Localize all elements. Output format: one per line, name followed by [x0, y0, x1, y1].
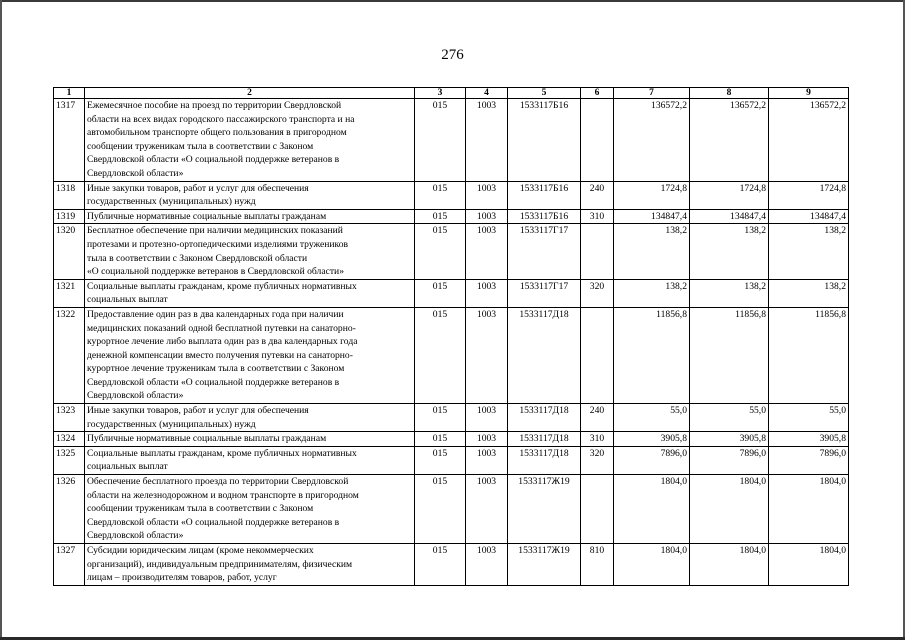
- row-name-line: Субсидии юридическим лицам (кроме некоммерческих: [87, 545, 314, 556]
- amount-col9-cell: 134847,4: [769, 209, 849, 224]
- row-name-line: Свердловской области»: [87, 390, 184, 402]
- section-code-cell: 1003: [466, 209, 508, 224]
- row-name-line: Свердловской области»: [87, 530, 184, 542]
- amount-col9-cell: 1724,8: [769, 181, 849, 209]
- row-number-cell: 1324: [54, 432, 85, 447]
- row-name-line: Иные закупки товаров, работ и услуг для обеспечения: [87, 182, 309, 194]
- target-code-cell: 1533117Б16: [508, 99, 581, 182]
- row-name-line: Свердловской области»: [87, 167, 184, 179]
- amount-col7-cell: 138,2: [614, 224, 690, 279]
- amount-col7-cell: 3905,8: [614, 432, 690, 447]
- row-name-cell: [85, 432, 415, 447]
- row-name-line: сообщении труженикам тыла в соответствии с Законом: [87, 140, 314, 152]
- amount-col9-cell: 1804,0: [769, 475, 849, 544]
- table-row: [54, 224, 849, 279]
- row-name-cell: [85, 279, 415, 307]
- amount-col7-cell: 138,2: [614, 279, 690, 307]
- amount-col9-cell: 55,0: [769, 404, 849, 432]
- section-code-cell: 1003: [466, 475, 508, 544]
- section-code-cell: 1003: [466, 99, 508, 182]
- target-code-cell: 1533117Г17: [508, 279, 581, 307]
- amount-col8-cell: 138,2: [690, 224, 769, 279]
- row-number-cell: 1326: [54, 475, 85, 544]
- budget-table: [53, 87, 849, 586]
- header-cell-2: 2: [85, 88, 415, 99]
- row-name-line: Свердловской области «О социальной поддержке ветеранов в: [87, 516, 340, 528]
- amount-col8-cell: 1804,0: [690, 475, 769, 544]
- row-name-line: Свердловской области «О социальной поддержке ветеранов в: [87, 376, 340, 388]
- section-code-cell: 1003: [466, 544, 508, 586]
- row-number-cell: 1318: [54, 181, 85, 209]
- header-row: [54, 88, 849, 99]
- amount-col9-cell: 1804,0: [769, 544, 849, 586]
- admin-code-cell: 015: [415, 432, 466, 447]
- amount-col8-cell: 11856,8: [690, 307, 769, 403]
- row-name-line: медицинских показаний одной бесплатной путевки на санаторно-: [87, 322, 356, 334]
- row-name-line: государственных (муниципальных) нужд: [87, 196, 256, 208]
- row-name-line: протезами и протезно-ортопедическими изделиями тружеников: [87, 238, 349, 250]
- row-name-cell: [85, 224, 415, 279]
- target-code-cell: 1533117Ж19: [508, 475, 581, 544]
- amount-col8-cell: 3905,8: [690, 432, 769, 447]
- target-code-cell: 1533117Д18: [508, 432, 581, 447]
- expense-type-cell: 320: [581, 446, 614, 474]
- row-name-line: тыла в соответствии с Законом Свердловской области: [87, 252, 308, 264]
- row-name-line: Обеспечение бесплатного проезда по территории Свердловской: [87, 476, 349, 488]
- amount-col7-cell: 136572,2: [614, 99, 690, 182]
- admin-code-cell: 015: [415, 307, 466, 403]
- section-code-cell: 1003: [466, 404, 508, 432]
- target-code-cell: 1533117Ж19: [508, 544, 581, 586]
- row-name-cell: [85, 209, 415, 224]
- row-name-cell: [85, 544, 415, 586]
- table-row: [54, 404, 849, 432]
- row-number-cell: 1319: [54, 209, 85, 224]
- expense-type-cell: [581, 307, 614, 403]
- amount-col9-cell: 136572,2: [769, 99, 849, 182]
- amount-col8-cell: 1804,0: [690, 544, 769, 586]
- row-name-line: сообщении труженикам тыла в соответствии с Законом: [87, 503, 314, 515]
- amount-col8-cell: 136572,2: [690, 99, 769, 182]
- amount-col8-cell: 1724,8: [690, 181, 769, 209]
- amount-col9-cell: 3905,8: [769, 432, 849, 447]
- header-cell-5: 5: [508, 88, 581, 99]
- table-row: [54, 307, 849, 403]
- row-name-line: области на железнодорожном и водном транспорте в пригородном: [87, 489, 359, 501]
- admin-code-cell: 015: [415, 224, 466, 279]
- row-name-line: курортное лечение труженикам тыла в соответствии с Законом: [87, 363, 345, 375]
- header-cell-8: 8: [690, 88, 769, 99]
- admin-code-cell: 015: [415, 209, 466, 224]
- table-row: [54, 209, 849, 224]
- admin-code-cell: 015: [415, 279, 466, 307]
- row-name-line: Социальные выплаты гражданам, кроме публичных нормативных: [87, 280, 357, 292]
- amount-col9-cell: 138,2: [769, 279, 849, 307]
- row-name-line: Публичные нормативные социальные выплаты гражданам: [87, 210, 327, 222]
- amount-col7-cell: 1724,8: [614, 181, 690, 209]
- table-row: [54, 279, 849, 307]
- header-cell-6: 6: [581, 88, 614, 99]
- expense-type-cell: 810: [581, 544, 614, 586]
- expense-type-cell: 310: [581, 432, 614, 447]
- section-code-cell: 1003: [466, 307, 508, 403]
- amount-col7-cell: 7896,0: [614, 446, 690, 474]
- header-cell-4: 4: [466, 88, 508, 99]
- page-number: 276: [441, 47, 464, 63]
- expense-type-cell: 320: [581, 279, 614, 307]
- header-cell-7: 7: [614, 88, 690, 99]
- row-name-cell: [85, 181, 415, 209]
- target-code-cell: 1533117Д18: [508, 404, 581, 432]
- expense-type-cell: [581, 99, 614, 182]
- target-code-cell: 1533117Г17: [508, 224, 581, 279]
- row-name-line: Иные закупки товаров, работ и услуг для обеспечения: [87, 405, 309, 417]
- table-row: [54, 99, 849, 182]
- row-name-line: социальных выплат: [87, 294, 168, 306]
- row-name-cell: [85, 99, 415, 182]
- amount-col7-cell: 55,0: [614, 404, 690, 432]
- table-body: [54, 99, 849, 586]
- table-row: [54, 446, 849, 474]
- header-cell-1: 1: [54, 88, 85, 99]
- row-number-cell: 1323: [54, 404, 85, 432]
- row-number-cell: 1325: [54, 446, 85, 474]
- table-row: [54, 181, 849, 209]
- row-name-line: области на всех видах городского пассажирского транспорта и на: [87, 113, 355, 125]
- row-name-cell: [85, 475, 415, 544]
- section-code-cell: 1003: [466, 181, 508, 209]
- amount-col8-cell: 55,0: [690, 404, 769, 432]
- admin-code-cell: 015: [415, 544, 466, 586]
- table-row: [54, 432, 849, 447]
- expense-type-cell: 240: [581, 181, 614, 209]
- amount-col9-cell: 7896,0: [769, 446, 849, 474]
- row-name-line: автомобильном транспорте общего пользования в пригородном: [87, 127, 347, 139]
- header-cell-9: 9: [769, 88, 849, 99]
- row-number-cell: 1320: [54, 224, 85, 279]
- amount-col9-cell: 11856,8: [769, 307, 849, 403]
- table-row: [54, 544, 849, 586]
- row-name-cell: [85, 404, 415, 432]
- row-name-line: Социальные выплаты гражданам, кроме публичных нормативных: [87, 447, 357, 459]
- row-number-cell: 1317: [54, 99, 85, 182]
- amount-col7-cell: 11856,8: [614, 307, 690, 403]
- amount-col8-cell: 138,2: [690, 279, 769, 307]
- amount-col7-cell: 1804,0: [614, 475, 690, 544]
- section-code-cell: 1003: [466, 224, 508, 279]
- admin-code-cell: 015: [415, 404, 466, 432]
- row-name-line: «О социальной поддержке ветеранов в Свердловской области»: [87, 266, 344, 278]
- header-cell-3: 3: [415, 88, 466, 99]
- target-code-cell: 1533117Б16: [508, 209, 581, 224]
- row-name-cell: [85, 307, 415, 403]
- amount-col9-cell: 138,2: [769, 224, 849, 279]
- row-name-line: денежной компенсации вместо получения путевки на санаторно-: [87, 349, 353, 361]
- row-name-line: лицам – производителям товаров, работ, услуг: [87, 572, 277, 584]
- target-code-cell: 1533117Б16: [508, 181, 581, 209]
- target-code-cell: 1533117Д18: [508, 307, 581, 403]
- expense-type-cell: [581, 475, 614, 544]
- row-number-cell: 1322: [54, 307, 85, 403]
- row-number-cell: 1327: [54, 544, 85, 586]
- section-code-cell: 1003: [466, 432, 508, 447]
- amount-col8-cell: 134847,4: [690, 209, 769, 224]
- row-number-cell: 1321: [54, 279, 85, 307]
- amount-col7-cell: 134847,4: [614, 209, 690, 224]
- row-name-line: курортное лечение либо выплата один раз в два календарных года: [87, 336, 358, 348]
- row-name-line: Свердловской области «О социальной поддержке ветеранов в: [87, 154, 340, 166]
- amount-col7-cell: 1804,0: [614, 544, 690, 586]
- row-name-line: Публичные нормативные социальные выплаты гражданам: [87, 433, 327, 445]
- table-row: [54, 475, 849, 544]
- row-name-cell: [85, 446, 415, 474]
- row-name-line: Предоставление один раз в два календарных года при наличии: [87, 308, 344, 320]
- section-code-cell: 1003: [466, 446, 508, 474]
- admin-code-cell: 015: [415, 99, 466, 182]
- row-name-line: организаций), индивидуальным предпринимателям, физическим: [87, 558, 353, 570]
- expense-type-cell: 310: [581, 209, 614, 224]
- row-name-line: Бесплатное обеспечение при наличии медицинских показаний: [87, 225, 343, 237]
- expense-type-cell: [581, 224, 614, 279]
- admin-code-cell: 015: [415, 181, 466, 209]
- row-name-line: государственных (муниципальных) нужд: [87, 418, 256, 430]
- row-name-line: Ежемесячное пособие на проезд по территории Свердловской: [87, 100, 342, 111]
- scan-edge-top: [0, 0, 905, 2]
- admin-code-cell: 015: [415, 446, 466, 474]
- amount-col8-cell: 7896,0: [690, 446, 769, 474]
- row-name-line: социальных выплат: [87, 461, 168, 473]
- expense-type-cell: 240: [581, 404, 614, 432]
- section-code-cell: 1003: [466, 279, 508, 307]
- scan-edge-left: [0, 0, 2, 640]
- admin-code-cell: 015: [415, 475, 466, 544]
- target-code-cell: 1533117Д18: [508, 446, 581, 474]
